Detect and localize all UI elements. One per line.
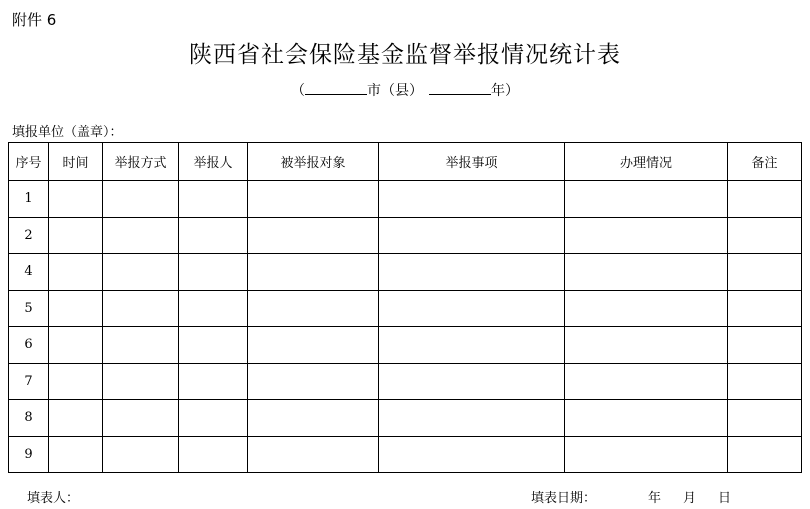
cell-status[interactable] bbox=[565, 400, 728, 437]
cell-method[interactable] bbox=[103, 436, 179, 473]
cell-method[interactable] bbox=[103, 217, 179, 254]
city-year-line bbox=[0, 80, 810, 100]
cell-remarks[interactable] bbox=[728, 181, 802, 218]
fill-date-label: 填表日期： bbox=[531, 491, 597, 506]
cell-reporter[interactable] bbox=[179, 327, 248, 364]
cell-status[interactable] bbox=[565, 363, 728, 400]
cell-remarks[interactable] bbox=[728, 436, 802, 473]
city-label: 市（县） bbox=[367, 83, 423, 99]
table-row bbox=[9, 327, 802, 364]
cell-remarks[interactable] bbox=[728, 363, 802, 400]
cell-time[interactable] bbox=[49, 327, 103, 364]
cell-reported-party[interactable] bbox=[248, 436, 379, 473]
fill-date bbox=[531, 487, 731, 506]
row-number: 4 bbox=[9, 254, 49, 291]
header-report-matter: 举报事项 bbox=[379, 143, 565, 181]
cell-status[interactable] bbox=[565, 436, 728, 473]
row-number: 8 bbox=[9, 400, 49, 437]
cell-time[interactable] bbox=[49, 436, 103, 473]
cell-remarks[interactable] bbox=[728, 327, 802, 364]
cell-matter[interactable] bbox=[379, 290, 565, 327]
cell-reported-party[interactable] bbox=[248, 254, 379, 291]
attachment-label: 附件 6 bbox=[12, 11, 57, 29]
cell-remarks[interactable] bbox=[728, 290, 802, 327]
cell-status[interactable] bbox=[565, 181, 728, 218]
header-reporter: 举报人 bbox=[179, 143, 248, 181]
cell-reporter[interactable] bbox=[179, 181, 248, 218]
cell-reporter[interactable] bbox=[179, 290, 248, 327]
row-number: 7 bbox=[9, 363, 49, 400]
year-text: 年 bbox=[648, 491, 662, 506]
header-reported-party: 被举报对象 bbox=[248, 143, 379, 181]
cell-status[interactable] bbox=[565, 327, 728, 364]
day-text: 日 bbox=[718, 491, 732, 506]
month-text: 月 bbox=[683, 491, 697, 506]
cell-reported-party[interactable] bbox=[248, 181, 379, 218]
cell-matter[interactable] bbox=[379, 181, 565, 218]
row-number: 5 bbox=[9, 290, 49, 327]
row-number: 1 bbox=[9, 181, 49, 218]
row-number: 2 bbox=[9, 217, 49, 254]
cell-method[interactable] bbox=[103, 363, 179, 400]
cell-time[interactable] bbox=[49, 290, 103, 327]
cell-method[interactable] bbox=[103, 181, 179, 218]
header-time: 时间 bbox=[49, 143, 103, 181]
cell-matter[interactable] bbox=[379, 436, 565, 473]
cell-reporter[interactable] bbox=[179, 363, 248, 400]
cell-matter[interactable] bbox=[379, 327, 565, 364]
cell-matter[interactable] bbox=[379, 363, 565, 400]
table-row bbox=[9, 363, 802, 400]
cell-status[interactable] bbox=[565, 290, 728, 327]
year-label: 年） bbox=[491, 83, 519, 99]
cell-time[interactable] bbox=[49, 363, 103, 400]
table-row bbox=[9, 290, 802, 327]
cell-status[interactable] bbox=[565, 217, 728, 254]
header-handling-status: 办理情况 bbox=[565, 143, 728, 181]
row-number: 6 bbox=[9, 327, 49, 364]
city-blank bbox=[305, 82, 367, 95]
header-serial: 序号 bbox=[9, 143, 49, 181]
cell-reported-party[interactable] bbox=[248, 327, 379, 364]
cell-remarks[interactable] bbox=[728, 254, 802, 291]
header-remarks: 备注 bbox=[728, 143, 802, 181]
cell-method[interactable] bbox=[103, 327, 179, 364]
form-title: 陕西省社会保险基金监督举报情况统计表 bbox=[189, 42, 621, 68]
cell-method[interactable] bbox=[103, 400, 179, 437]
cell-matter[interactable] bbox=[379, 217, 565, 254]
reporting-unit-label: 填报单位（盖章）： bbox=[12, 125, 123, 140]
cell-method[interactable] bbox=[103, 290, 179, 327]
cell-status[interactable] bbox=[565, 254, 728, 291]
cell-method[interactable] bbox=[103, 254, 179, 291]
table-row bbox=[9, 436, 802, 473]
table-row bbox=[9, 217, 802, 254]
cell-time[interactable] bbox=[49, 400, 103, 437]
table-row bbox=[9, 254, 802, 291]
cell-matter[interactable] bbox=[379, 254, 565, 291]
cell-remarks[interactable] bbox=[728, 400, 802, 437]
cell-time[interactable] bbox=[49, 181, 103, 218]
cell-reporter[interactable] bbox=[179, 400, 248, 437]
cell-reporter[interactable] bbox=[179, 217, 248, 254]
report-table bbox=[8, 142, 802, 473]
table-header-row bbox=[9, 143, 802, 181]
cell-reporter[interactable] bbox=[179, 254, 248, 291]
cell-reported-party[interactable] bbox=[248, 217, 379, 254]
table-row bbox=[9, 181, 802, 218]
cell-matter[interactable] bbox=[379, 400, 565, 437]
header-report-method: 举报方式 bbox=[103, 143, 179, 181]
cell-time[interactable] bbox=[49, 254, 103, 291]
year-blank bbox=[429, 82, 491, 95]
filler-label: 填表人： bbox=[27, 491, 80, 506]
cell-reported-party[interactable] bbox=[248, 363, 379, 400]
cell-remarks[interactable] bbox=[728, 217, 802, 254]
table-row bbox=[9, 400, 802, 437]
cell-reported-party[interactable] bbox=[248, 290, 379, 327]
cell-reporter[interactable] bbox=[179, 436, 248, 473]
cell-time[interactable] bbox=[49, 217, 103, 254]
cell-reported-party[interactable] bbox=[248, 400, 379, 437]
open-paren: （ bbox=[291, 83, 305, 99]
row-number: 9 bbox=[9, 436, 49, 473]
